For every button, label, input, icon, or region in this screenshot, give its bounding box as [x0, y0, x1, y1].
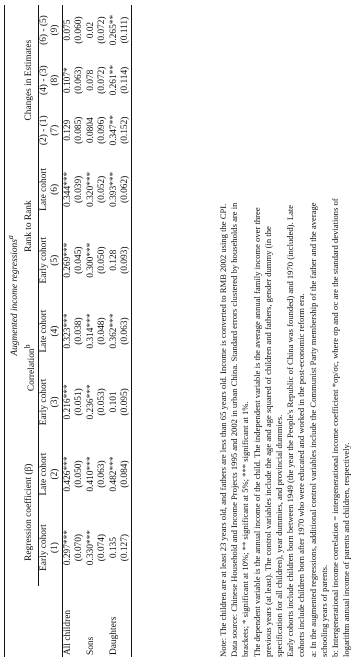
row-label: Daughters: [108, 616, 119, 655]
se-cell: (0.063): [119, 317, 130, 345]
coef-cell: 0.075: [62, 19, 73, 41]
coef-cell: 0.02: [85, 21, 96, 39]
se-cell: (0.070): [74, 533, 85, 562]
coef-cell: 0.135: [108, 537, 119, 559]
subheader: Early cohort: [39, 236, 50, 284]
coef-cell: 0.078: [85, 69, 96, 91]
subheader: Late cohort: [39, 452, 50, 496]
coef-cell: 0.330***: [85, 530, 96, 566]
subheader: Late cohort: [39, 309, 50, 353]
coef-cell: 0.320***: [85, 171, 96, 207]
column-number: (7): [50, 124, 61, 136]
coef-cell: 0.101: [108, 391, 119, 413]
coef-cell: 0.216***: [62, 384, 73, 420]
coef-cell: 0.314***: [85, 313, 96, 349]
column-number-row: [50, 5, 62, 657]
regression-table: [4, 5, 132, 657]
note-line: The dependent variable is the annual income of the child. The independent variable is the average annual family income over three: [251, 207, 262, 657]
subheader: Early cohort: [39, 378, 50, 426]
se-cell: (0.052): [97, 175, 108, 204]
table-row: [109, 5, 120, 657]
table-title: Augmented income regressions$^a$: [6, 235, 21, 356]
column-number: (2): [50, 468, 61, 480]
coef-cell: 0.323***: [62, 313, 73, 349]
se-cell: (0.060): [74, 16, 85, 44]
coef-cell: 0.236***: [85, 384, 96, 420]
note-line: Data source: Chinese Household and Income Projects 1995 and 2002 in urban China. Standard errors clustered by households are in: [229, 202, 240, 657]
coef-cell: 0.426***: [62, 456, 73, 492]
coef-cell: 0.265**: [108, 14, 119, 46]
group-header: Correlation$^b$: [22, 297, 39, 439]
coef-cell: 0.347**: [108, 115, 119, 146]
note-line: cohorts include children born after 1970 who were educated and worked in the post-economic reform era.: [296, 293, 307, 657]
se-cell: (0.096): [97, 116, 108, 144]
group-header-row: [22, 5, 39, 657]
note-line: schooling years of parents.: [318, 564, 329, 657]
se-cell: (0.050): [97, 246, 108, 274]
se-cell: (0.095): [119, 388, 130, 416]
se-cell: (0.038): [74, 317, 85, 345]
subheader: Late cohort: [39, 167, 50, 211]
note-line: specification for all children), year dummies, and provincial dummies.: [274, 414, 285, 657]
column-number: (9): [50, 24, 61, 36]
column-number: (4): [50, 325, 61, 337]
coef-cell: 0.344***: [62, 171, 73, 207]
se-cell: (0.093): [119, 246, 130, 274]
se-cell: (0.111): [119, 16, 130, 44]
subheader: (4) - (3): [39, 65, 50, 96]
coef-cell: 0.393***: [108, 171, 119, 207]
se-cell: (0.053): [97, 388, 108, 416]
note-line: brackets; * significant at 10%; ** significant at 5%; *** significant at 1%.: [240, 401, 251, 657]
se-cell: (0.084): [119, 460, 130, 488]
coef-cell: 0.362***: [108, 313, 119, 349]
coef-cell: 0.128: [108, 249, 119, 271]
column-number: (8): [50, 74, 61, 86]
coef-cell: 0.297***: [62, 530, 73, 566]
coef-cell: 0.410***: [85, 456, 96, 492]
coef-cell: 0.482***: [108, 456, 119, 492]
row-label: Sons: [85, 636, 96, 655]
subheader: (6) - (5): [39, 15, 50, 45]
coef-cell: 0.300***: [85, 242, 96, 278]
group-header: Rank to Rank: [22, 155, 39, 297]
table-row: [62, 5, 74, 657]
se-cell: (0.152): [119, 116, 130, 144]
note-line: logarithm annual income of parents and children, respectively.: [341, 442, 351, 657]
coef-cell: 0.107*: [62, 67, 73, 94]
se-cell: (0.127): [119, 533, 130, 562]
se-cell: (0.039): [74, 175, 85, 204]
se-cell: (0.074): [97, 533, 108, 562]
row-label: All children: [62, 609, 73, 655]
note-line: a: In the augmented regressions, additional control variables include the Communist Party membership of the father and the average: [307, 202, 318, 657]
se-cell: (0.062): [119, 175, 130, 204]
column-number: (3): [50, 396, 61, 408]
group-header: Regression coefficient (β): [22, 439, 39, 586]
column-number: (5): [50, 254, 61, 266]
column-number: (1): [50, 542, 61, 554]
coef-cell: 0.0804: [85, 117, 96, 144]
se-cell: (0.072): [97, 66, 108, 94]
column-number: (6): [50, 183, 61, 195]
se-cell: (0.050): [74, 460, 85, 488]
table-notes: [218, 5, 351, 657]
table-row-se: [97, 5, 108, 657]
se-cell: (0.045): [74, 246, 85, 274]
subheader: (2) - (1): [39, 115, 50, 146]
table-row: [86, 5, 97, 657]
se-cell: (0.114): [119, 66, 130, 94]
table-row-se: [120, 5, 132, 657]
se-cell: (0.063): [97, 460, 108, 488]
subheader-row: [39, 5, 51, 657]
coef-cell: 0.261**: [108, 64, 119, 96]
se-cell: (0.051): [74, 388, 85, 416]
note-line: b: Intergenerational income correlation = intergenerational income coefficient *σp/σc, where σp and σc are the standard deviations of: [330, 198, 341, 657]
group-header: Changes in Estimates: [22, 5, 39, 155]
subheader: Early cohort: [39, 524, 50, 571]
coef-cell: 0.129: [62, 119, 73, 141]
se-cell: (0.063): [74, 66, 85, 94]
note-line: Early cohorts include children born between 1949 (the year the People's Republic of China was founded) and 1970 (included). Late: [285, 204, 296, 657]
table-row-se: [74, 5, 85, 657]
coef-cell: 0.269***: [62, 242, 73, 278]
se-cell: (0.072): [97, 16, 108, 44]
se-cell: (0.048): [97, 317, 108, 345]
note-line: previous years (at least). The control variables include the age and age squared of children and fathers, gender dummy (in the: [262, 226, 273, 657]
se-cell: (0.085): [74, 116, 85, 144]
note-line: Note: The children are at least 23 years old, and fathers are less than 65 years old. Income is converted to RMB 2002 using the CPI.: [218, 203, 228, 657]
